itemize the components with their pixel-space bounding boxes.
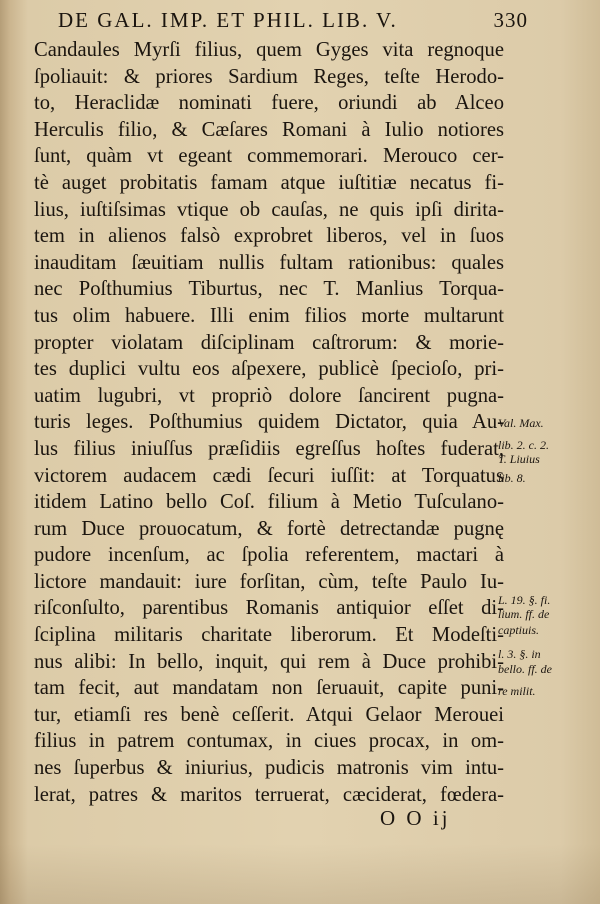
text-line: itidem Latino bello Coſ. filium à Metio Tuſculano- <box>34 491 504 514</box>
text-line: riſconſulto, parentibus Romanis antiquior eſſet di- <box>34 597 504 620</box>
running-header <box>58 8 528 33</box>
text-line: tur, etiamſi res benè ceſſerit. Atqui Gelaor Merouei <box>34 703 504 726</box>
text-line: Candaules Myrſi filius, quem Gyges vita regnoque <box>34 39 504 61</box>
marginal-note: re milit. <box>498 684 536 698</box>
marginal-note: l. 3. §. in <box>498 647 541 661</box>
text-line: pudore incenſum, ac ſpolia referentem, mactari à <box>34 544 504 567</box>
text-line: lictore mandauit: iure forſitan, cùm, teſte Paulo Iu- <box>34 570 504 593</box>
marginal-note: lib. 2. c. 2. <box>498 438 549 452</box>
text-line: tus olim habuere. Illi enim filios morte multarunt <box>34 304 504 327</box>
text-line: rum Duce prouocatum, & fortè detrectandæ pugnę <box>34 517 504 540</box>
text-line: victorem audacem cædi ſecuri iuſſit: at Torquatus <box>34 464 504 487</box>
marginal-note: T. Liuius <box>498 452 540 466</box>
text-line: propter violatam diſciplinam caſtrorum: & morie- <box>34 331 504 354</box>
marginal-note: lib. 8. <box>498 471 526 485</box>
text-line: ſunt, quàm vt egeant commemorari. Merouco cer- <box>34 145 504 168</box>
marginal-note: captiuis. <box>498 623 539 637</box>
text-line: tè auget probitatis famam atque iuſtitiæ necatus fi- <box>34 171 504 194</box>
body-text <box>34 37 504 808</box>
page-shadow <box>0 844 600 904</box>
text-line: filius in patrem contumax, in ciues procax, in om- <box>34 730 504 753</box>
text-line: ſciplina militaris charitate liberorum. Et Modeſti- <box>34 624 504 647</box>
text-line: tem in alienos falsò exprobret liberos, vel in ſuos <box>34 225 504 248</box>
running-title: DE GAL. IMP. ET PHIL. LIB. V. <box>58 8 398 32</box>
page-number: 330 <box>493 8 528 32</box>
text-line: lius, iuſtiſsimas vtique ob cauſas, ne quis ipſi dirita- <box>34 198 504 221</box>
text-line: tes duplici vultu eos aſpexere, publicè ſpecioſo, pri- <box>34 358 504 381</box>
text-line: inauditam ſæuitiam nullis fultam rationibus: quales <box>34 251 504 274</box>
text-line: Herculis filio, & Cæſares Romani à Iulio notiores <box>34 118 504 141</box>
marginal-note: bello. ff. de <box>498 662 552 676</box>
text-line: uatim lugubri, vt propriò dolore ſancirent pugna- <box>34 384 504 407</box>
text-line: tam fecit, aut mandatam non ſeruauit, capite puni- <box>34 677 504 700</box>
text-line: nec Poſthumius Tiburtus, nec T. Manlius Torqua- <box>34 278 504 301</box>
marginal-note: lium. ff. de <box>498 607 550 621</box>
text-line: lus filius iniuſſus præſidiis egreſſus hoſtes fuderat, <box>34 437 504 460</box>
signature-mark: O O ij <box>380 806 451 830</box>
marginal-note: Val. Max. <box>498 416 544 430</box>
text-line: ſpoliauit: & priores Sardium Reges, teſte Herodo- <box>34 65 504 88</box>
text-line: lerat, patres & maritos terruerat, cæciderat, fœdera- <box>34 783 504 806</box>
text-line: to, Heraclidæ nominati fuere, oriundi ab Alceo <box>34 92 504 115</box>
marginal-note: L. 19. §. fi. <box>498 593 551 607</box>
text-line: nus alibi: In bello, inquit, qui rem à Duce prohibi- <box>34 650 504 673</box>
text-line: turis leges. Poſthumius quidem Dictator, quia Au- <box>34 411 504 434</box>
text-line: nes ſuperbus & iniurius, pudicis matronis vim intu- <box>34 757 504 780</box>
